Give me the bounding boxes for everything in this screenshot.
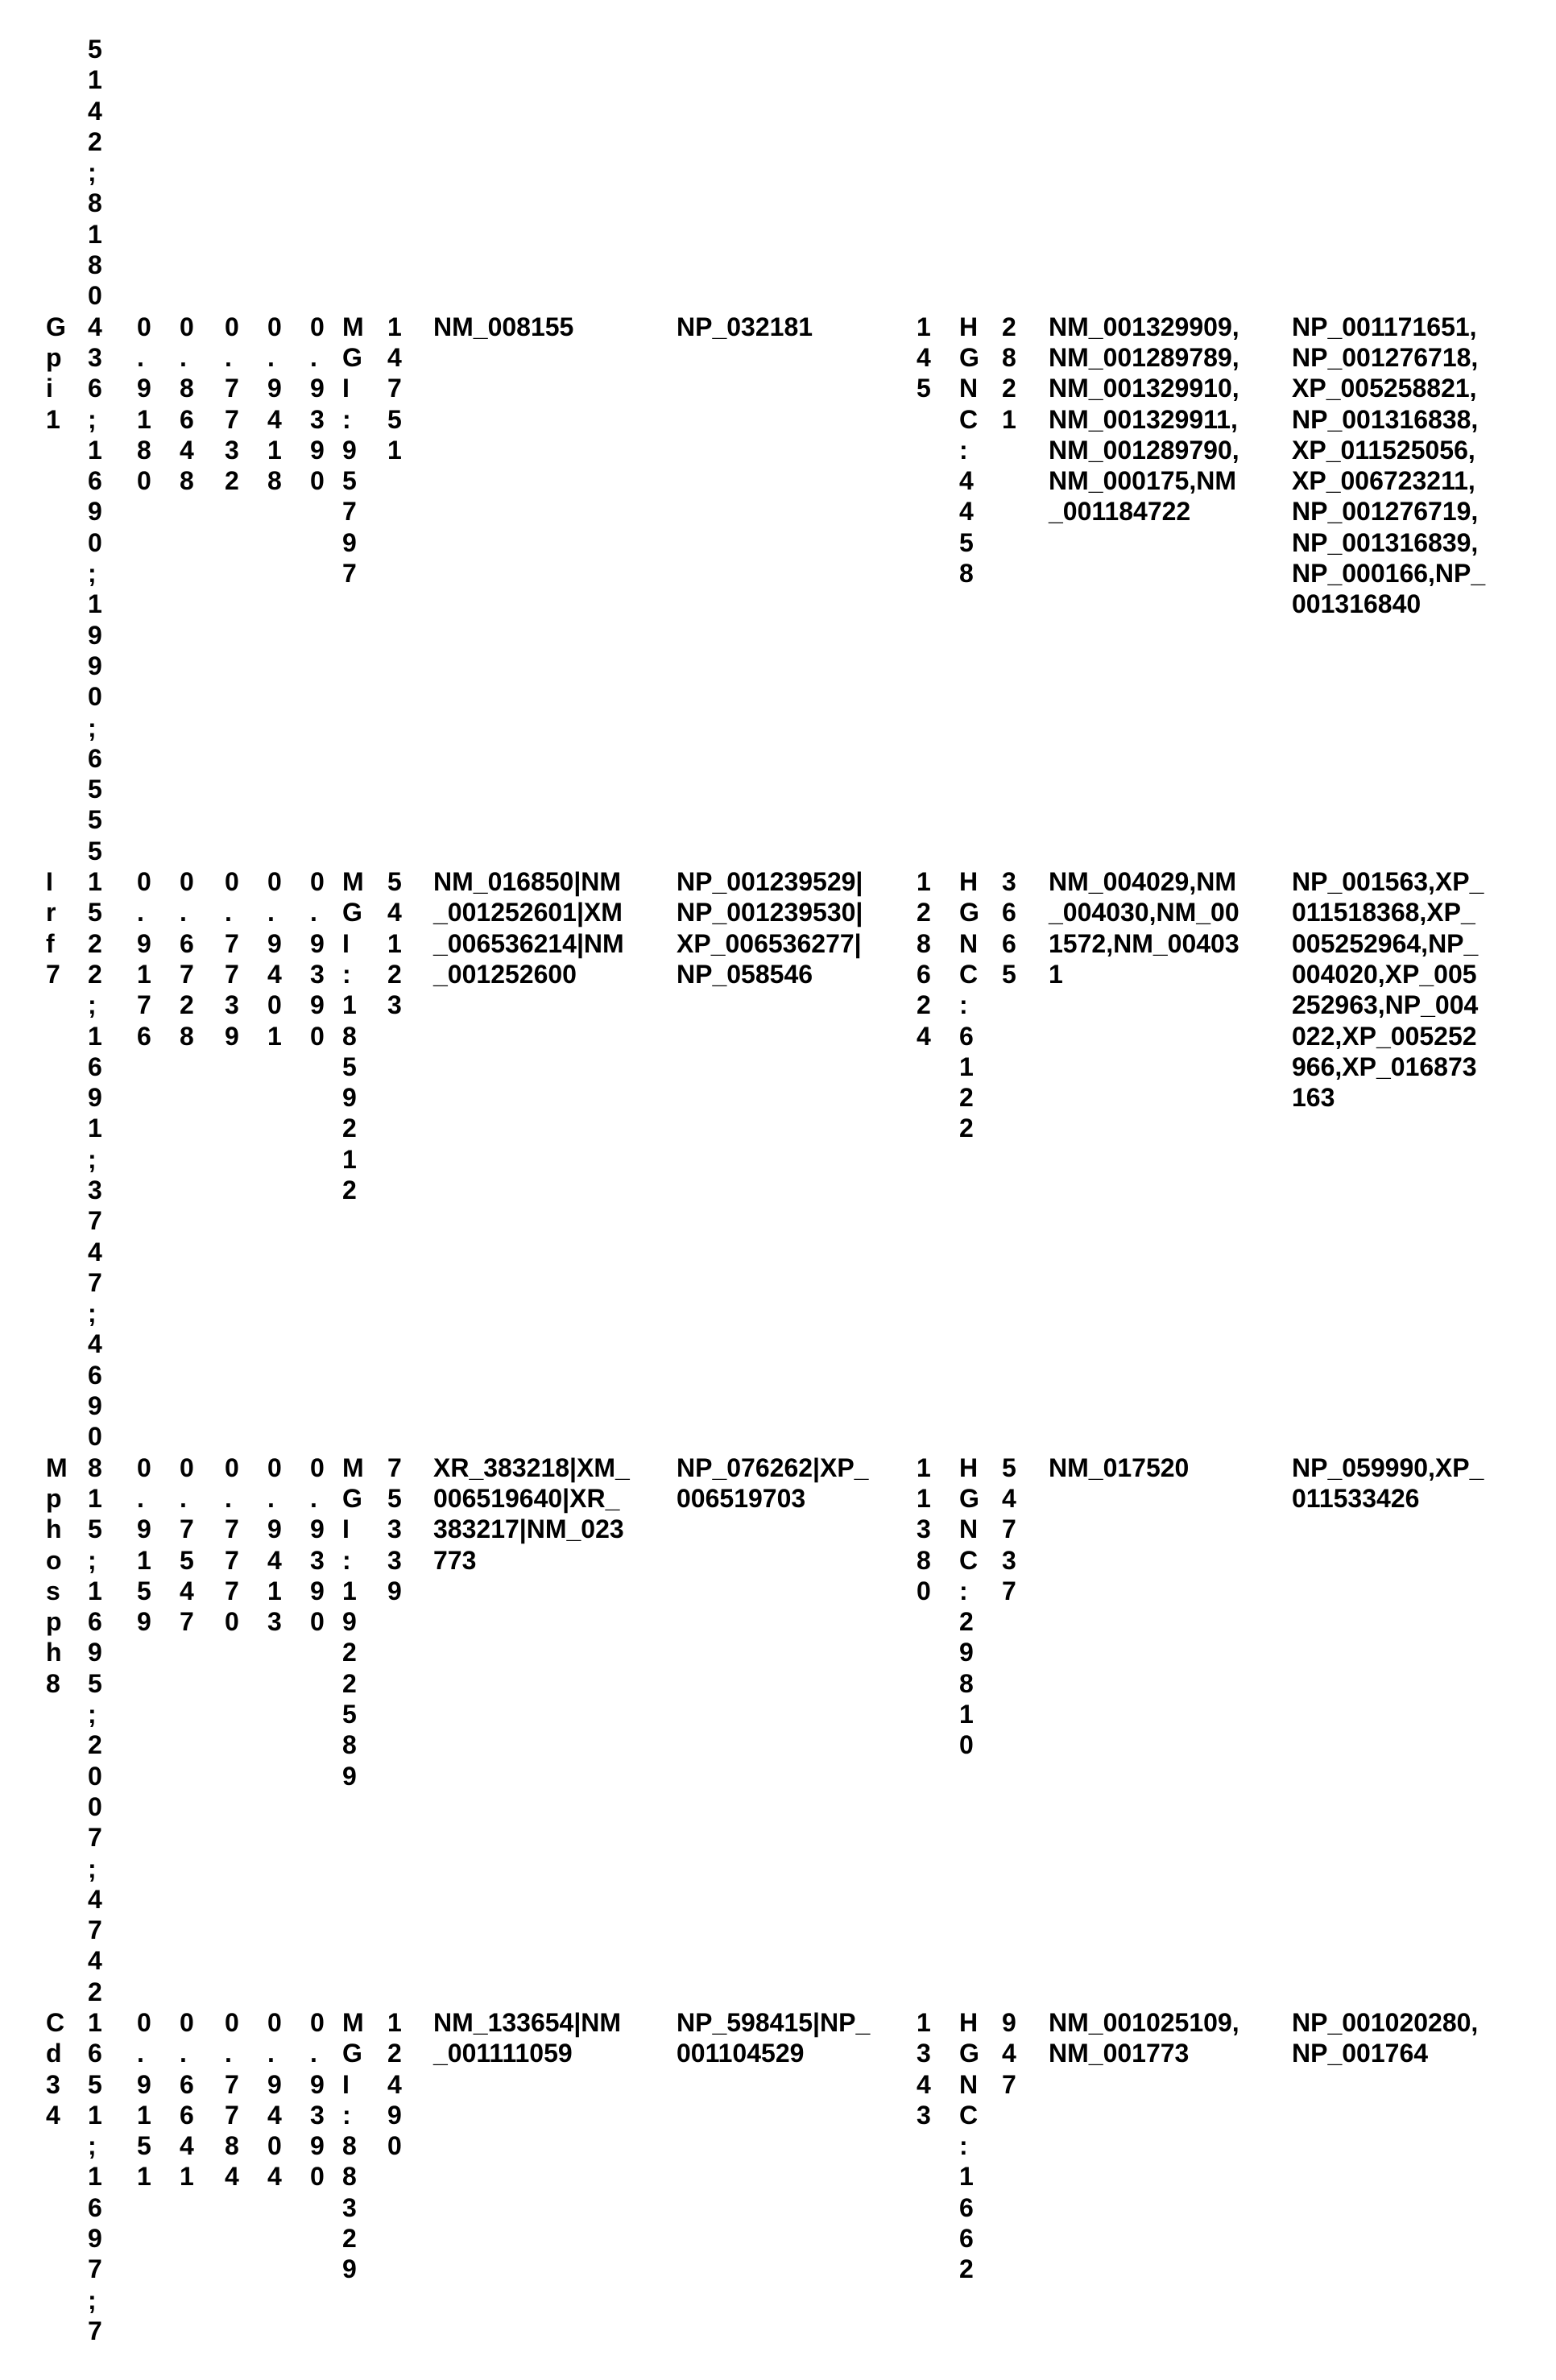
mgi-id-text: MGI:1859212 bbox=[342, 866, 357, 1205]
cell-ids bbox=[88, 1452, 137, 2007]
cell-human-refseq-protein bbox=[1292, 866, 1556, 1452]
gene-text: Irf7 bbox=[46, 866, 60, 990]
hgnc-id-text: HGNC:4458 bbox=[959, 312, 974, 589]
mouse-refseq-protein-text: NP_001239529|NP_001239530|XP_006536277|NP_058546 bbox=[677, 866, 878, 990]
table-row bbox=[46, 2007, 1556, 2346]
score-4-text: 0.9404 bbox=[267, 2007, 282, 2192]
cell-gene bbox=[46, 2007, 88, 2346]
human-refseq-protein-text: NP_059990,XP_011533426 bbox=[1292, 1452, 1488, 1514]
mgi-id-text: MGI:1922589 bbox=[342, 1452, 357, 1791]
cell-score-1 bbox=[137, 1452, 180, 2007]
table-row bbox=[46, 866, 1556, 1452]
cell-score-3 bbox=[225, 312, 267, 866]
cell-mouse-refseq-protein bbox=[677, 312, 917, 866]
cell-score-2 bbox=[180, 2007, 225, 2346]
table-row bbox=[46, 1452, 1556, 2007]
human-refseq-mrna-text: NM_001329909, NM_001289789, NM_001329910, NM_001329911, NM_001289790, NM_000175,NM_001184722 bbox=[1049, 312, 1246, 527]
score-1-text: 0.9151 bbox=[137, 2007, 151, 2192]
mouse-gene-id-text: 12490 bbox=[387, 2007, 402, 2161]
hgnc-id-text: HGNC:29810 bbox=[959, 1452, 974, 1761]
cell-score-1 bbox=[137, 866, 180, 1452]
cell-gene bbox=[46, 1452, 88, 2007]
cell-gene bbox=[46, 312, 88, 866]
gene-annotation-table bbox=[46, 34, 1556, 2346]
gene-text: Mphosph8 bbox=[46, 1452, 60, 1699]
cell-score-5 bbox=[310, 34, 342, 312]
score-5-text: 0.9390 bbox=[310, 1452, 325, 1638]
cell-mouse-refseq-mrna bbox=[433, 2007, 677, 2346]
cell-mouse-gene-id bbox=[387, 866, 433, 1452]
score-4-text: 0.9401 bbox=[267, 866, 282, 1052]
human-refseq-mrna-text: NM_017520 bbox=[1049, 1452, 1246, 1483]
cell-score-5 bbox=[310, 312, 342, 866]
cell-ids bbox=[88, 312, 137, 866]
cell-score-5 bbox=[310, 2007, 342, 2346]
cell-hgnc-number bbox=[1002, 2007, 1049, 2346]
cell-human-gene-id bbox=[917, 2007, 959, 2346]
cell-human-refseq-mrna bbox=[1049, 866, 1292, 1452]
human-refseq-mrna-text: NM_001025109, NM_001773 bbox=[1049, 2007, 1246, 2069]
cell-score-2 bbox=[180, 866, 225, 1452]
cell-score-3 bbox=[225, 1452, 267, 2007]
cell-score-4 bbox=[267, 866, 310, 1452]
mouse-refseq-mrna-text: NM_016850|NM_001252601|XM_006536214|NM_001252600 bbox=[433, 866, 632, 990]
cell-score-4 bbox=[267, 34, 310, 312]
mouse-gene-id-text: 75339 bbox=[387, 1452, 402, 1606]
table-row bbox=[46, 312, 1556, 866]
cell-mouse-refseq-protein bbox=[677, 1452, 917, 2007]
score-4-text: 0.9418 bbox=[267, 312, 282, 497]
cell-mouse-gene-id bbox=[387, 34, 433, 312]
table-body bbox=[46, 34, 1556, 2346]
human-gene-id-text: 145 bbox=[917, 312, 931, 404]
ids-text: 1522;1691;3747;4690 bbox=[88, 866, 102, 1452]
cell-hgnc-id bbox=[959, 866, 1002, 1452]
cell-mouse-gene-id bbox=[387, 2007, 433, 2346]
human-refseq-protein-text: NP_001563,XP_011518368,XP_005252964,NP_004020,XP_005252963,NP_004022,XP_005252966,XP_016873163 bbox=[1292, 866, 1488, 1113]
cell-score-2 bbox=[180, 312, 225, 866]
cell-hgnc-id bbox=[959, 312, 1002, 866]
cell-mouse-gene-id bbox=[387, 312, 433, 866]
human-refseq-protein-text: NP_001020280, NP_001764 bbox=[1292, 2007, 1488, 2069]
hgnc-number-text: 947 bbox=[1002, 2007, 1016, 2100]
ids-text: 5142;8180 bbox=[88, 34, 102, 312]
table-row bbox=[46, 34, 1556, 312]
cell-mouse-refseq-mrna bbox=[433, 312, 677, 866]
cell-hgnc-number bbox=[1002, 866, 1049, 1452]
cell-score-3 bbox=[225, 866, 267, 1452]
score-5-text: 0.9390 bbox=[310, 866, 325, 1052]
hgnc-number-text: 3665 bbox=[1002, 866, 1016, 990]
cell-human-refseq-mrna bbox=[1049, 2007, 1292, 2346]
gene-text: Gpi1 bbox=[46, 312, 60, 435]
score-2-text: 0.6728 bbox=[180, 866, 194, 1052]
ids-text: 815;1695;2007;4742 bbox=[88, 1452, 102, 2007]
score-1-text: 0.9176 bbox=[137, 866, 151, 1052]
score-5-text: 0.9390 bbox=[310, 2007, 325, 2192]
cell-mouse-refseq-mrna bbox=[433, 1452, 677, 2007]
hgnc-id-text: HGNC:1662 bbox=[959, 2007, 974, 2285]
score-3-text: 0.7732 bbox=[225, 312, 239, 497]
score-3-text: 0.7784 bbox=[225, 2007, 239, 2192]
cell-human-refseq-mrna bbox=[1049, 1452, 1292, 2007]
mouse-refseq-protein-text: NP_598415|NP_001104529 bbox=[677, 2007, 878, 2069]
cell-mgi-id bbox=[342, 34, 387, 312]
cell-hgnc-number bbox=[1002, 34, 1049, 312]
cell-hgnc-id bbox=[959, 1452, 1002, 2007]
cell-score-2 bbox=[180, 1452, 225, 2007]
cell-hgnc-number bbox=[1002, 312, 1049, 866]
ids-text: 436;1690;1990;6555 bbox=[88, 312, 102, 866]
cell-mouse-refseq-protein bbox=[677, 866, 917, 1452]
mgi-id-text: MGI:95797 bbox=[342, 312, 357, 589]
cell-mouse-refseq-mrna bbox=[433, 866, 677, 1452]
cell-ids bbox=[88, 866, 137, 1452]
gene-text: Cd34 bbox=[46, 2007, 60, 2130]
cell-human-refseq-protein bbox=[1292, 1452, 1556, 2007]
human-gene-id-text: 11380 bbox=[917, 1452, 931, 1606]
hgnc-number-text: 54737 bbox=[1002, 1452, 1016, 1606]
cell-mgi-id bbox=[342, 1452, 387, 2007]
mgi-id-text: MGI:88329 bbox=[342, 2007, 357, 2285]
cell-human-gene-id bbox=[917, 866, 959, 1452]
score-2-text: 0.8648 bbox=[180, 312, 194, 497]
score-2-text: 0.6641 bbox=[180, 2007, 194, 2192]
mouse-gene-id-text: 14751 bbox=[387, 312, 402, 465]
cell-score-5 bbox=[310, 866, 342, 1452]
cell-mouse-gene-id bbox=[387, 1452, 433, 2007]
cell-score-2 bbox=[180, 34, 225, 312]
mouse-refseq-mrna-text: NM_133654|NM_001111059 bbox=[433, 2007, 632, 2069]
hgnc-number-text: 2821 bbox=[1002, 312, 1016, 435]
cell-mgi-id bbox=[342, 312, 387, 866]
cell-score-1 bbox=[137, 312, 180, 866]
cell-gene bbox=[46, 34, 88, 312]
score-1-text: 0.9159 bbox=[137, 1452, 151, 1638]
mouse-refseq-mrna-text: XR_383218|XM_006519640|XR_383217|NM_023773 bbox=[433, 1452, 632, 1576]
human-refseq-protein-text: NP_001171651, NP_001276718, XP_005258821, NP_001316838, XP_011525056, XP_006723211, NP_001276719, NP_001316839, NP_000166,NP_001316840 bbox=[1292, 312, 1488, 620]
cell-human-refseq-protein bbox=[1292, 312, 1556, 866]
cell-hgnc-number bbox=[1002, 1452, 1049, 2007]
score-2-text: 0.7547 bbox=[180, 1452, 194, 1638]
cell-score-3 bbox=[225, 2007, 267, 2346]
cell-gene bbox=[46, 866, 88, 1452]
cell-score-4 bbox=[267, 1452, 310, 2007]
cell-score-4 bbox=[267, 2007, 310, 2346]
score-3-text: 0.7770 bbox=[225, 1452, 239, 1638]
score-1-text: 0.9180 bbox=[137, 312, 151, 497]
score-5-text: 0.9390 bbox=[310, 312, 325, 497]
cell-hgnc-id bbox=[959, 34, 1002, 312]
cell-human-gene-id bbox=[917, 1452, 959, 2007]
cell-human-gene-id bbox=[917, 34, 959, 312]
cell-human-refseq-mrna bbox=[1049, 312, 1292, 866]
cell-score-5 bbox=[310, 1452, 342, 2007]
cell-score-1 bbox=[137, 34, 180, 312]
cell-ids bbox=[88, 2007, 137, 2346]
cell-score-1 bbox=[137, 2007, 180, 2346]
cell-mgi-id bbox=[342, 866, 387, 1452]
score-4-text: 0.9413 bbox=[267, 1452, 282, 1638]
ids-text: 1651;1697;7 bbox=[88, 2007, 102, 2346]
cell-mouse-refseq-protein bbox=[677, 34, 917, 312]
cell-ids bbox=[88, 34, 137, 312]
cell-mgi-id bbox=[342, 2007, 387, 2346]
cell-human-refseq-mrna bbox=[1049, 34, 1292, 312]
mouse-refseq-protein-text: NP_032181 bbox=[677, 312, 878, 342]
cell-human-refseq-protein bbox=[1292, 34, 1556, 312]
cell-score-3 bbox=[225, 34, 267, 312]
cell-score-4 bbox=[267, 312, 310, 866]
mouse-refseq-mrna-text: NM_008155 bbox=[433, 312, 632, 342]
cell-human-refseq-protein bbox=[1292, 2007, 1556, 2346]
hgnc-id-text: HGNC:6122 bbox=[959, 866, 974, 1144]
human-gene-id-text: 128624 bbox=[917, 866, 931, 1052]
mouse-gene-id-text: 54123 bbox=[387, 866, 402, 1020]
cell-human-gene-id bbox=[917, 312, 959, 866]
cell-hgnc-id bbox=[959, 2007, 1002, 2346]
score-3-text: 0.7739 bbox=[225, 866, 239, 1052]
mouse-refseq-protein-text: NP_076262|XP_006519703 bbox=[677, 1452, 878, 1514]
cell-mouse-refseq-protein bbox=[677, 2007, 917, 2346]
human-gene-id-text: 1343 bbox=[917, 2007, 931, 2130]
human-refseq-mrna-text: NM_004029,NM_004030,NM_001572,NM_004031 bbox=[1049, 866, 1246, 990]
cell-mouse-refseq-mrna bbox=[433, 34, 677, 312]
